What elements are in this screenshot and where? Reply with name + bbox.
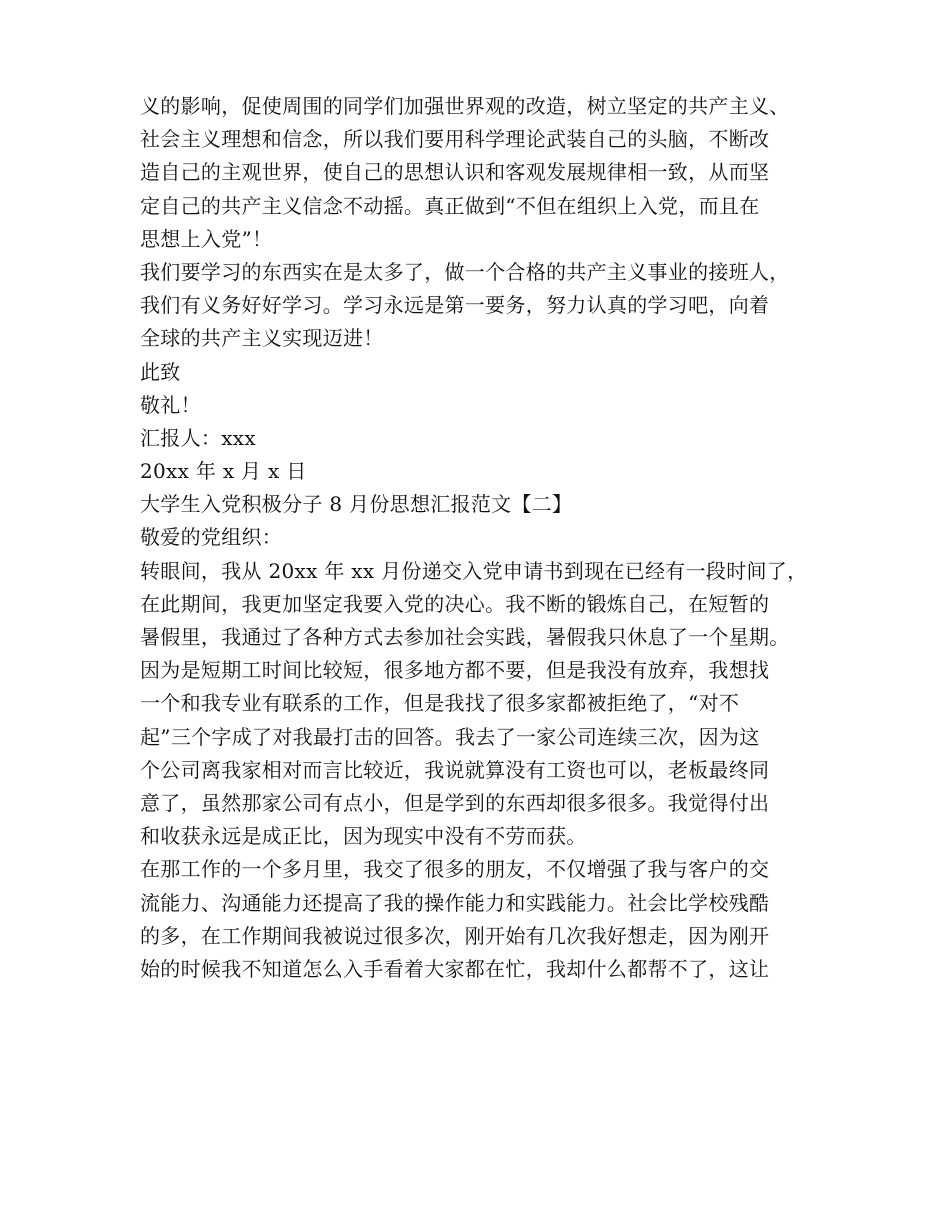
text-line: 义的影响，促使周围的同学们加强世界观的改造，树立坚定的共产主义、 bbox=[140, 94, 790, 118]
text-line: 一个和我专业有联系的工作，但是我找了很多家都被拒绝了，“对不 bbox=[140, 691, 740, 716]
text-line: 造自己的主观世界，使自己的思想认识和客观发展规律相一致，从而坚 bbox=[140, 160, 770, 185]
document-body bbox=[140, 90, 830, 986]
text-line: 意了，虽然那家公司有点小，但是学到的东西却很多很多。我觉得付出 bbox=[140, 790, 770, 815]
text-line: 转眼间，我从 20xx 年 xx 月份递交入党申请书到现在已经有一段时间了， bbox=[140, 558, 808, 583]
text-line: 暑假里，我通过了各种方式去参加社会实践，暑假我只休息了一个星期。 bbox=[140, 625, 790, 649]
text-line: 我们要学习的东西实在是太多了，做一个合格的共产主义事业的接班人， bbox=[140, 259, 790, 284]
section-title: 大学生入党积极分子 8 月份思想汇报范文【二】 bbox=[140, 492, 573, 517]
text-line: 流能力、沟通能力还提高了我的操作能力和实践能力。社会比学校残酷 bbox=[140, 890, 770, 915]
closing-salutation: 此致 bbox=[140, 359, 181, 384]
text-line: 和收获永远是成正比，因为现实中没有不劳而获。 bbox=[140, 824, 587, 849]
text-line: 始的时候我不知道怎么入手看着大家都在忙，我却什么都帮不了，这让 bbox=[140, 956, 770, 981]
text-line: 我们有义务好好学习。学习永远是第一要务，努力认真的学习吧，向着 bbox=[140, 293, 770, 318]
text-line: 个公司离我家相对而言比较近，我说就算没有工资也可以，老板最终同 bbox=[140, 757, 770, 782]
text-line: 在那工作的一个多月里，我交了很多的朋友，不仅增强了我与客户的交 bbox=[140, 857, 770, 882]
report-date: 20xx 年 x 月 x 日 bbox=[140, 459, 307, 484]
closing-regards: 敬礼！ bbox=[140, 392, 201, 417]
text-line: 起”三个字成了对我最打击的回答。我去了一家公司连续三次，因为这 bbox=[140, 724, 760, 749]
text-line: 思想上入党”！ bbox=[140, 226, 273, 251]
reporter-signature: 汇报人：xxx bbox=[140, 425, 256, 450]
text-line: 社会主义理想和信念，所以我们要用科学理论武装自己的头脑，不断改 bbox=[140, 127, 770, 152]
text-line: 因为是短期工时间比较短，很多地方都不要，但是我没有放弃，我想找 bbox=[140, 658, 770, 683]
text-line: 在此期间，我更加坚定我要入党的决心。我不断的锻炼自己，在短暂的 bbox=[140, 591, 770, 616]
letter-salutation: 敬爱的党组织： bbox=[140, 525, 283, 550]
text-line: 定自己的共产主义信念不动摇。真正做到“不但在组织上入党，而且在 bbox=[140, 193, 760, 218]
text-line: 的多，在工作期间我被说过很多次，刚开始有几次我好想走，因为刚开 bbox=[140, 923, 770, 948]
text-line: 全球的共产主义实现迈进！ bbox=[140, 326, 384, 351]
